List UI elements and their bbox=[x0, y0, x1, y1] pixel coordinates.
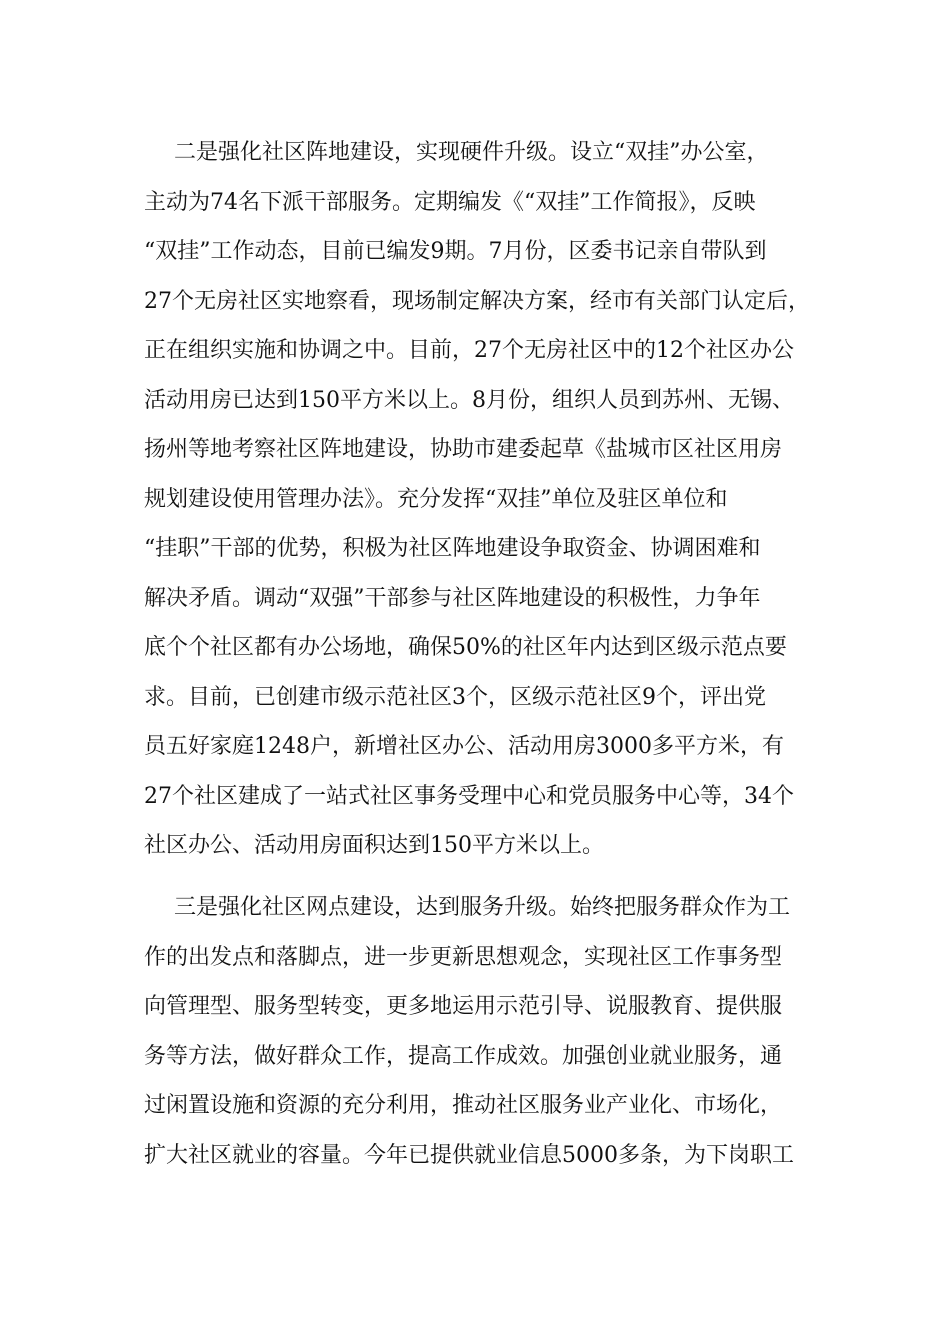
text-line: 扩大社区就业的容量。今年已提供就业信息5000多条，为下岗职工 bbox=[144, 1142, 794, 1168]
text-line: 过闲置设施和资源的充分利用，推动社区服务业产业化、市场化， bbox=[144, 1093, 783, 1118]
paragraph-community-position-building bbox=[144, 128, 810, 871]
text-line: 27个社区建成了一站式社区事务受理中心和党员服务中心等，34个 bbox=[144, 783, 794, 809]
text-line: 正在组织实施和协调之中。目前，27个无房社区中的12个社区办公 bbox=[144, 338, 794, 363]
text-line: 主动为74名下派干部服务。定期编发《“双挂”工作简报》，反映 bbox=[144, 189, 756, 215]
text-line: 社区办公、活动用房面积达到150平方米以上。 bbox=[144, 833, 604, 858]
text-line: 三是强化社区网点建设，达到服务升级。始终把服务群众作为工 bbox=[174, 895, 791, 920]
text-line: 底个个社区都有办公场地，确保50%的社区年内达到区级示范点要 bbox=[144, 635, 787, 660]
text-line: 员五好家庭1248户，新增社区办公、活动用房3000多平方米，有 bbox=[144, 734, 784, 759]
text-line: “双挂”工作动态，目前已编发9期。7月份，区委书记亲自带队到 bbox=[144, 239, 767, 264]
text-line: 求。目前，已创建市级示范社区3个，区级示范社区9个，评出党 bbox=[144, 684, 766, 710]
text-line: 解决矛盾。调动“双强”干部参与社区阵地建设的积极性，力争年 bbox=[144, 585, 761, 611]
text-line: 规划建设使用管理办法》。充分发挥“双挂”单位及驻区单位和 bbox=[144, 486, 728, 512]
text-line: 向管理型、服务型转变，更多地运用示范引导、说服教育、提供服 bbox=[144, 994, 783, 1019]
paragraph-community-service-network bbox=[144, 883, 804, 1180]
text-line: 活动用房已达到150平方米以上。8月份，组织人员到苏州、无锡、 bbox=[144, 387, 794, 413]
text-line: “挂职”干部的优势，积极为社区阵地建设争取资金、协调困难和 bbox=[144, 536, 761, 561]
text-line: 作的出发点和落脚点，进一步更新思想观念，实现社区工作事务型 bbox=[144, 944, 783, 970]
text-line: 二是强化社区阵地建设，实现硬件升级。设立“双挂”办公室， bbox=[174, 140, 769, 165]
text-line: 27个无房社区实地察看，现场制定解决方案，经市有关部门认定后， bbox=[144, 288, 810, 314]
text-line: 扬州等地考察社区阵地建设，协助市建委起草《盐城市区社区用房 bbox=[144, 437, 783, 462]
text-line: 务等方法，做好群众工作，提高工作成效。加强创业就业服务，通 bbox=[144, 1043, 783, 1069]
